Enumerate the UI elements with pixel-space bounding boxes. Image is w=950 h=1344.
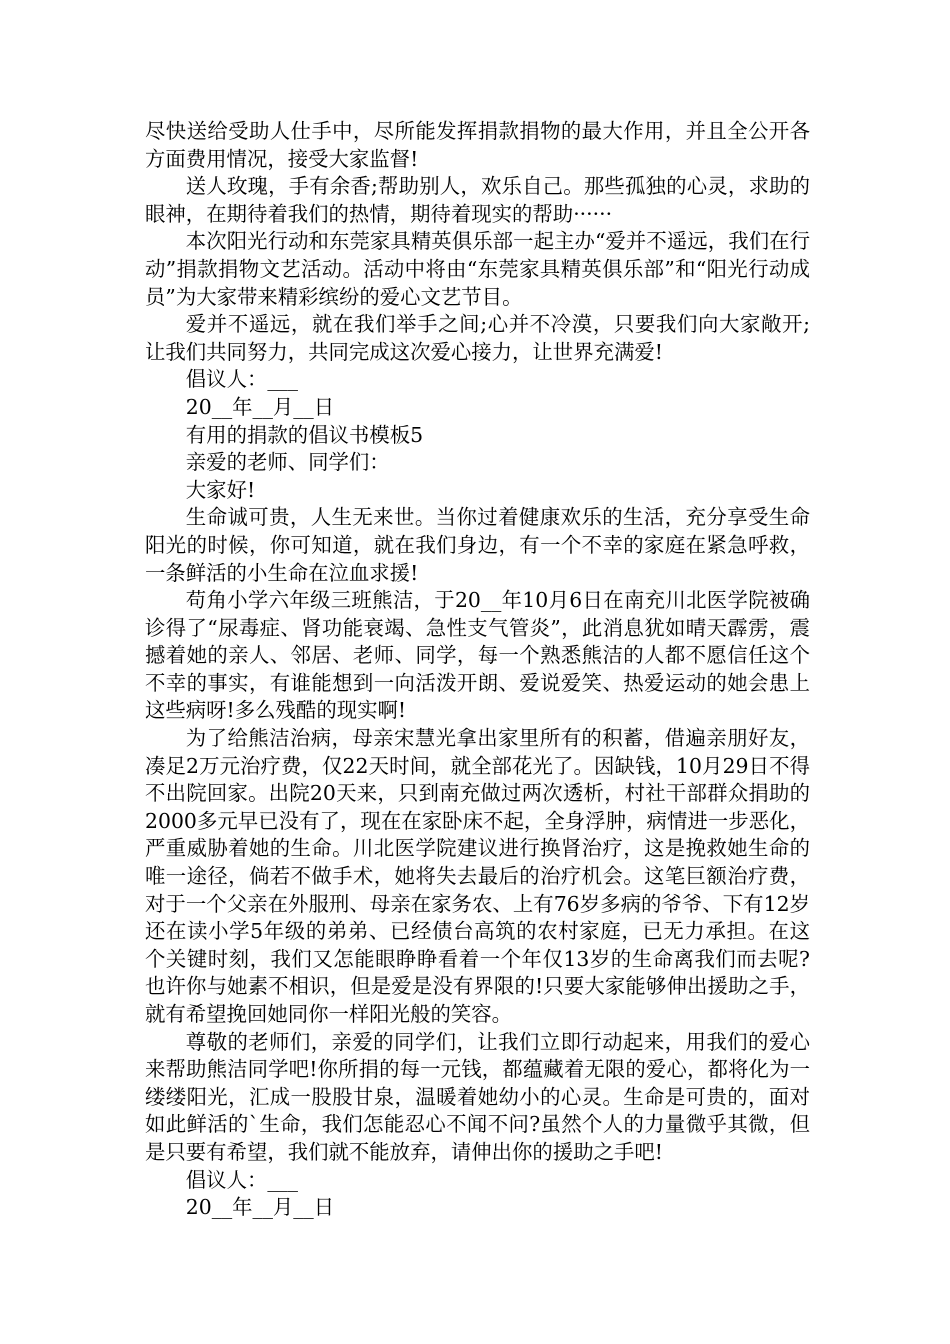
proposer-line: 倡议人：___ [185,367,298,392]
paragraph-event: 本次阳光行动和东莞家具精英俱乐部一起主办“爱并不遥远，我们在行动”捐款捐物文艺活动。活动中将由“东莞家具精英俱乐部”和“阳光行动成员”为大家带来精彩缤纷的爱心文艺节目。 [145,229,810,309]
document-body [145,118,810,1222]
section-title: 有用的捐款的倡议书模板5 [185,422,424,447]
paragraph-appeal: 尊敬的老师们，亲爱的同学们，让我们立即行动起来，用我们的爱心来帮助熊洁同学吧!你所捐的每一元钱，都蕴藏着无限的爱心，都将化为一缕缕阳光，汇成一股股甘泉，温暖着她幼小的心灵。生命是可贵的，面对如此鲜活的`生命，我们怎能忍心不闻不问?虽然个人的力量微乎其微，但是只要有希望，我们就不能放弃，请伸出你的援助之手吧! [145,1029,810,1164]
date-line-2: 20__年__月__日 [185,1195,335,1220]
proposer-line-2: 倡议人：___ [185,1167,298,1192]
greeting: 大家好! [185,477,256,502]
date-line: 20__年__月__日 [185,394,335,419]
paragraph-intro-continuation: 尽快送给受助人仕手中，尽所能发挥捐款捐物的最大作用，并且全公开各方面费用情况，接受大家监督! [145,119,810,171]
paragraph-life-precious: 生命诚可贵，人生无来世。当你过着健康欢乐的生活，充分享受生命阳光的时候，你可知道，就在我们身边，有一个不幸的家庭在紧急呼救，一条鲜活的小生命在泣血求援! [145,505,810,585]
salutation: 亲爱的老师、同学们： [185,450,390,475]
paragraph-love-not-far: 爱并不遥远，就在我们举手之间;心并不冷漠，只要我们向大家敞开;让我们共同努力，共同完成这次爱心接力，让世界充满爱! [145,312,810,364]
paragraph-diagnosis: 苟角小学六年级三班熊洁，于20__年10月6日在南充川北医学院被确诊得了“尿毒症、肾功能衰竭、急性支气管炎”，此消息犹如晴天霹雳，震撼着她的亲人、邻居、老师、同学，每一个熟悉熊洁的人都不愿信任这个不幸的事实，有谁能想到一向活泼开朗、爱说爱笑、热爱运动的她会患上这些病呀!多么残酷的现实啊! [145,588,810,723]
paragraph-treatment: 为了给熊洁治病，母亲宋慧光拿出家里所有的积蓄，借遍亲朋好友，凑足2万元治疗费，仅22天时间，就全部花光了。因缺钱，10月29日不得不出院回家。出院20天来，只到南充做过两次透析，村社干部群众捐助的2000多元早已没有了，现在在家卧床不起，全身浮肿，病情进一步恶化，严重威胁着她的生命。川北医学院建议进行换肾治疗，这是挽救她生命的唯一途径，倘若不做手术，她将失去最后的治疗机会。这笔巨额治疗费，对于一个父亲在外服刑、母亲在家务农、上有76岁多病的爷爷、下有12岁还在读小学5年级的弟弟、已经债台高筑的农村家庭，已无力承担。在这个关键时刻，我们又怎能眼睁睁看着一个年仅13岁的生命离我们而去呢?也许你与她素不相识，但是爱是没有界限的!只要大家能够伸出援助之手，就有希望挽回她同你一样阳光般的笑容。 [145,726,810,1026]
paragraph-roses: 送人玫瑰，手有余香;帮助别人，欢乐自己。那些孤独的心灵，求助的眼神，在期待着我们的热情，期待着现实的帮助······ [145,174,810,226]
